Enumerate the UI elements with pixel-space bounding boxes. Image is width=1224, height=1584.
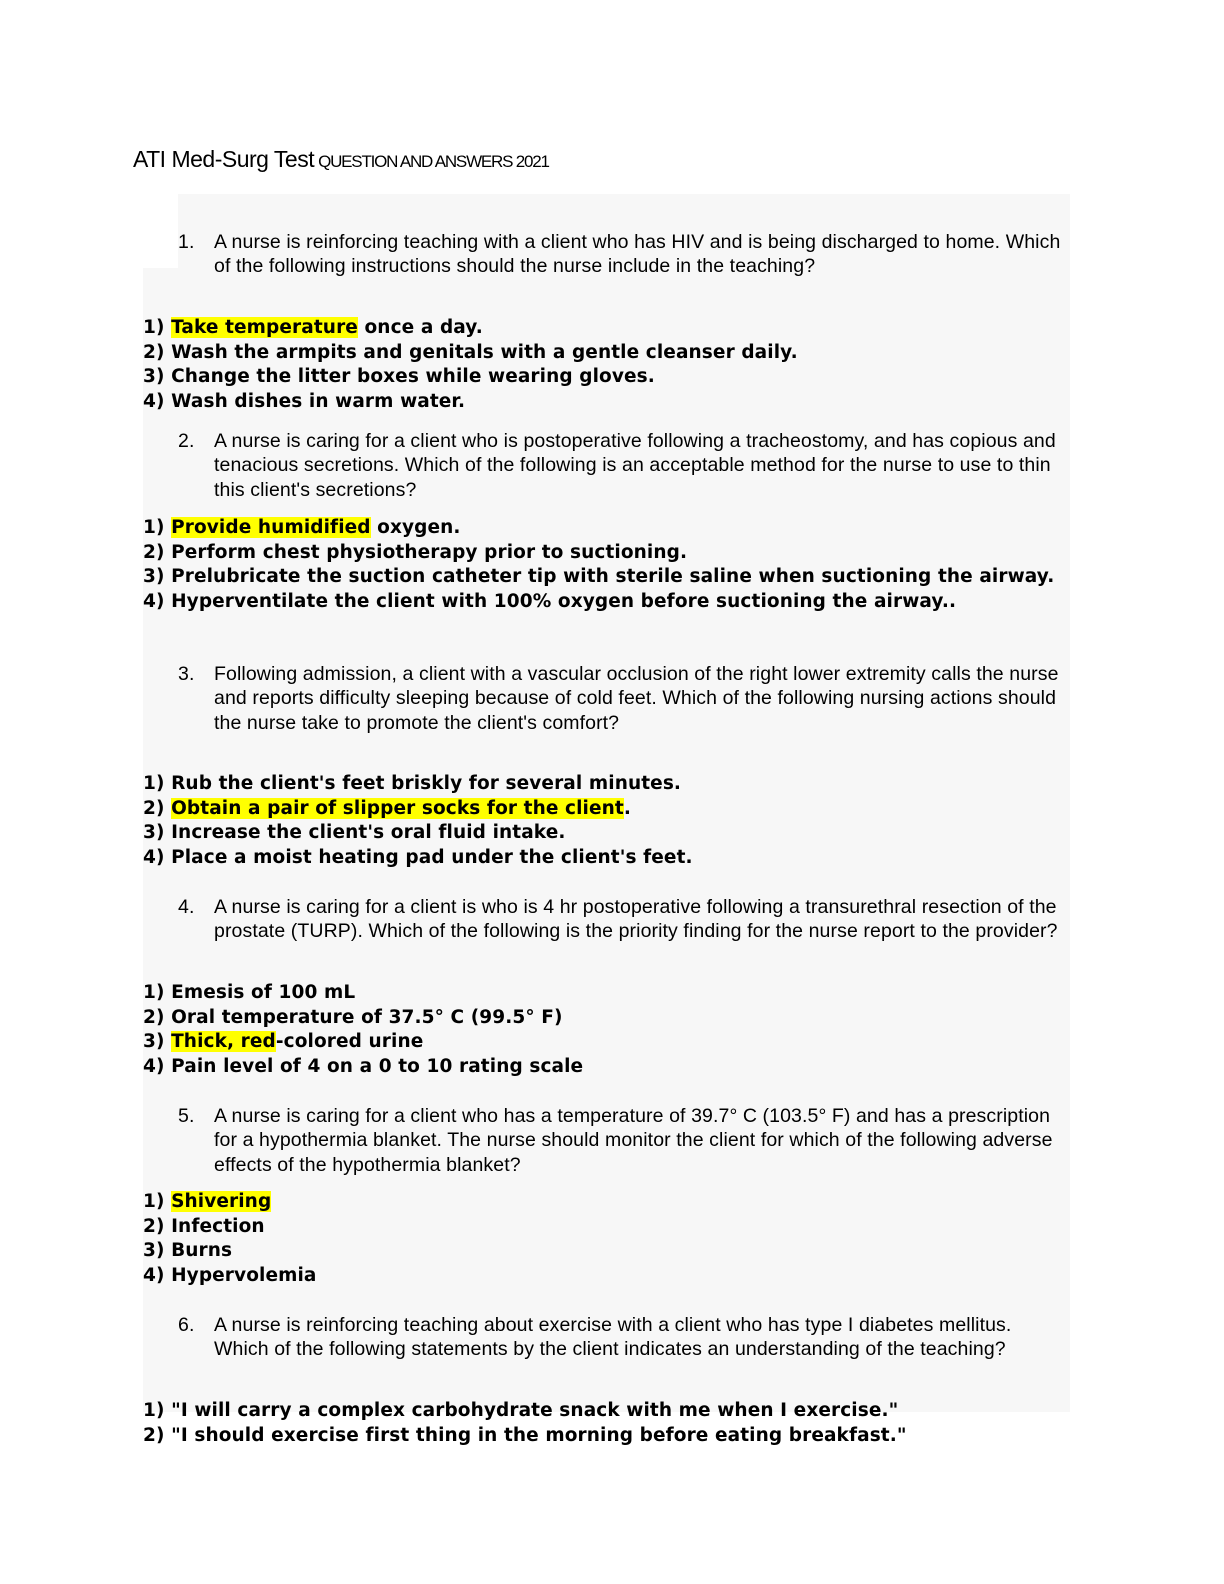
answer-option: 2) Perform chest physiotherapy prior to suctioning. bbox=[143, 541, 688, 563]
answer-option: 3) Increase the client's oral fluid intake. bbox=[143, 822, 566, 844]
answer-option: 4) Pain level of 4 on a 0 to 10 rating scale bbox=[143, 1055, 584, 1077]
question-text: A nurse is caring for a client who is postoperative following a tracheostomy, and has copious and tenacious secretions. Which of the following is an acceptable method for the nurse to use to thin this client's secretions? bbox=[214, 430, 1056, 501]
answer-options-2 bbox=[143, 516, 1073, 614]
answer-option: 3) Prelubricate the suction catheter tip with sterile saline when suctioning the airway. bbox=[143, 566, 1055, 588]
answer-option: 4) Place a moist heating pad under the client's feet. bbox=[143, 846, 693, 868]
highlighted-answer: Thick, red bbox=[171, 1031, 276, 1053]
answer-option: 2) Oral temperature of 37.5° C (99.5° F) bbox=[143, 1006, 563, 1028]
answer-options-4 bbox=[143, 981, 1073, 1079]
question-1 bbox=[178, 230, 1068, 279]
answer-option: 3) Burns bbox=[143, 1240, 233, 1262]
highlighted-answer: Shivering bbox=[171, 1191, 272, 1212]
question-number: 1. bbox=[178, 231, 195, 253]
question-4 bbox=[178, 895, 1068, 944]
answer-options-5 bbox=[143, 1190, 1073, 1288]
highlighted-answer: Take temperature bbox=[171, 317, 358, 338]
question-5 bbox=[178, 1104, 1068, 1177]
question-text: A nurse is caring for a client is who is 4 hr postoperative following a transurethral resection of the prostate (TURP). Which of the following is the priority finding for the nurse report to the provider? bbox=[214, 896, 1058, 943]
document-title bbox=[133, 146, 549, 173]
answer-option: 3) Change the litter boxes while wearing gloves. bbox=[143, 366, 655, 388]
question-text: Following admission, a client with a vascular occlusion of the right lower extremity calls the nurse and reports difficulty sleeping because of cold feet. Which of the following nursing actions should the nurse take to promote the client's comfort? bbox=[214, 663, 1059, 734]
answer-option: 2) "I should exercise first thing in the morning before eating breakfast." bbox=[143, 1424, 907, 1446]
question-number: 4. bbox=[178, 896, 195, 918]
answer-option: 1) Emesis of 100 mL bbox=[143, 982, 356, 1003]
question-text: A nurse is reinforcing teaching with a client who has HIV and is being discharged to home. Which of the following instructions should the nurse include in the teaching? bbox=[214, 231, 1061, 278]
answer-option: 1) Shivering bbox=[143, 1191, 272, 1212]
highlighted-answer: Obtain a pair of slipper socks for the client bbox=[171, 797, 624, 819]
question-6 bbox=[178, 1313, 1068, 1362]
answer-options-6 bbox=[143, 1399, 1073, 1448]
answer-option: 1) Rub the client's feet briskly for several minutes. bbox=[143, 773, 682, 794]
question-text: A nurse is reinforcing teaching about exercise with a client who has type I diabetes mellitus. Which of the following statements by the client indicates an understanding of the teaching? bbox=[214, 1314, 1012, 1361]
answer-option: 1) "I will carry a complex carbohydrate snack with me when I exercise." bbox=[143, 1400, 899, 1421]
title-sub: QUESTION AND ANSWERS 2021 bbox=[318, 152, 549, 171]
question-number: 6. bbox=[178, 1314, 195, 1336]
answer-option: 4) Wash dishes in warm water. bbox=[143, 390, 466, 412]
title-main: ATI Med-Surg Test bbox=[133, 146, 315, 172]
answer-option: 2) Wash the armpits and genitals with a gentle cleanser daily. bbox=[143, 341, 798, 363]
question-number: 3. bbox=[178, 663, 195, 685]
question-number: 5. bbox=[178, 1105, 195, 1127]
answer-option: 3) Thick, red-colored urine bbox=[143, 1031, 424, 1053]
answer-option: 2) Obtain a pair of slipper socks for the client. bbox=[143, 797, 631, 819]
answer-option: 1) Take temperature once a day. bbox=[143, 317, 483, 338]
question-2 bbox=[178, 429, 1068, 502]
answer-option: 4) Hypervolemia bbox=[143, 1264, 317, 1286]
answer-option: 2) Infection bbox=[143, 1215, 265, 1237]
question-3 bbox=[178, 662, 1068, 735]
question-text: A nurse is caring for a client who has a temperature of 39.7° C (103.5° F) and has a prescription for a hypothermia blanket. The nurse should monitor the client for which of the following adverse effects of the hypothermia blanket? bbox=[214, 1105, 1053, 1176]
answer-options-3 bbox=[143, 772, 1073, 870]
question-number: 2. bbox=[178, 430, 195, 452]
highlighted-answer: Provide humidified bbox=[171, 517, 371, 538]
answer-option: 1) Provide humidified oxygen. bbox=[143, 517, 461, 538]
answer-option: 4) Hyperventilate the client with 100% oxygen before suctioning the airway.. bbox=[143, 590, 957, 612]
answer-options-1 bbox=[143, 316, 1073, 414]
